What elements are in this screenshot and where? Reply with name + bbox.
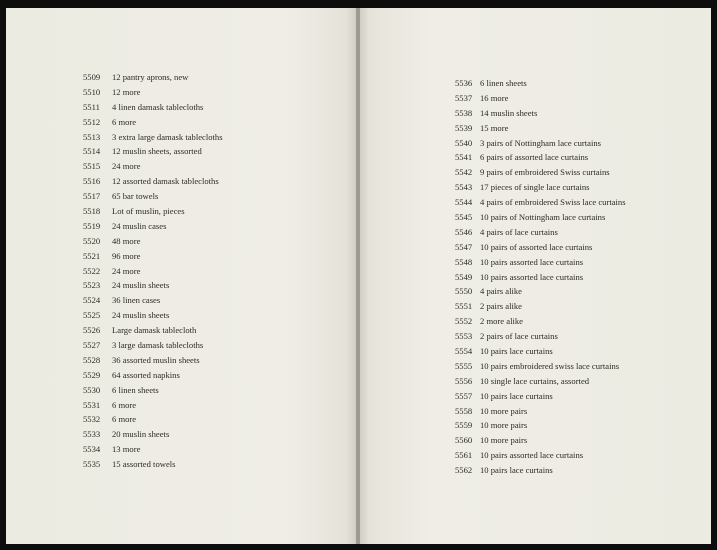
lot-description: 3 extra large damask tablecloths	[112, 131, 223, 142]
lot-description: 24 more	[112, 161, 141, 172]
lot-description: 10 pairs of Nottingham lace curtains	[480, 212, 606, 223]
lot-entry	[83, 264, 223, 279]
lot-number: 5521	[83, 250, 101, 261]
lot-number: 5517	[83, 191, 101, 202]
right-page-list	[455, 76, 626, 478]
lot-number: 5518	[83, 206, 101, 217]
lot-description: 24 muslin sheets	[112, 280, 170, 291]
lot-entry	[455, 150, 626, 165]
lot-description: Large damask tablecloth	[112, 325, 197, 336]
lot-entry	[455, 210, 626, 225]
lot-description: 10 pairs assorted lace curtains	[480, 450, 584, 461]
lot-entry	[455, 91, 626, 106]
lot-description: 10 more pairs	[480, 435, 528, 446]
lot-description: 2 more alike	[480, 316, 523, 327]
lot-description: 6 more	[112, 399, 137, 410]
lot-description: 3 pairs of Nottingham lace curtains	[480, 137, 601, 148]
lot-number: 5541	[455, 152, 473, 163]
lot-description: 12 more	[112, 86, 141, 97]
lot-number: 5526	[83, 325, 101, 336]
lot-description: 36 linen cases	[112, 295, 161, 306]
lot-entry	[455, 344, 626, 359]
lot-entry	[455, 180, 626, 195]
lot-number: 5520	[83, 235, 101, 246]
lot-description: 10 pairs assorted lace curtains	[480, 271, 584, 282]
lot-description: 10 single lace curtains, assorted	[480, 375, 590, 386]
lot-number: 5561	[455, 450, 473, 461]
lot-description: 24 muslin cases	[112, 220, 167, 231]
lot-number: 5558	[455, 405, 473, 416]
lot-entry	[455, 225, 626, 240]
lot-number: 5545	[455, 212, 473, 223]
lot-number: 5539	[455, 122, 473, 133]
lot-description: 10 pairs lace curtains	[480, 465, 553, 476]
lot-description: 6 linen sheets	[112, 384, 159, 395]
lot-number: 5562	[455, 465, 473, 476]
lot-number: 5529	[83, 369, 101, 380]
lot-entry	[455, 404, 626, 419]
lot-number: 5533	[83, 429, 101, 440]
lot-entry	[83, 130, 223, 145]
lot-number: 5538	[455, 107, 473, 118]
lot-entry	[455, 299, 626, 314]
lot-description: 9 pairs of embroidered Swiss curtains	[480, 167, 610, 178]
lot-description: 6 more	[112, 414, 137, 425]
lot-entry	[83, 412, 223, 427]
lot-number: 5514	[83, 146, 101, 157]
lot-description: 48 more	[112, 235, 141, 246]
lot-number: 5525	[83, 310, 101, 321]
lot-entry	[83, 427, 223, 442]
lot-entry	[455, 329, 626, 344]
lot-entry	[455, 270, 626, 285]
lot-entry	[83, 159, 223, 174]
lot-entry	[83, 323, 223, 338]
lot-number: 5542	[455, 167, 473, 178]
lot-number: 5547	[455, 241, 473, 252]
lot-description: 3 large damask tablecloths	[112, 340, 204, 351]
lot-description: 96 more	[112, 250, 141, 261]
lot-entry	[455, 240, 626, 255]
lot-description: 10 pairs lace curtains	[480, 346, 553, 357]
lot-entry	[455, 255, 626, 270]
lot-number: 5546	[455, 226, 473, 237]
lot-number: 5540	[455, 137, 473, 148]
lot-entry	[455, 374, 626, 389]
lot-entry	[83, 115, 223, 130]
lot-number: 5527	[83, 340, 101, 351]
lot-entry	[83, 368, 223, 383]
lot-number: 5544	[455, 197, 473, 208]
lot-number: 5553	[455, 331, 473, 342]
lot-number: 5532	[83, 414, 101, 425]
lot-number: 5550	[455, 286, 473, 297]
lot-description: 15 assorted towels	[112, 459, 176, 470]
lot-number: 5551	[455, 301, 473, 312]
lot-description: 6 pairs of assorted lace curtains	[480, 152, 589, 163]
lot-entry	[83, 249, 223, 264]
lot-entry	[83, 353, 223, 368]
lot-number: 5549	[455, 271, 473, 282]
lot-description: 13 more	[112, 444, 141, 455]
lot-description: 24 muslin sheets	[112, 310, 170, 321]
lot-entry	[455, 389, 626, 404]
lot-description: 36 assorted muslin sheets	[112, 354, 200, 365]
lot-entry	[455, 76, 626, 91]
lot-entry	[455, 121, 626, 136]
lot-number: 5528	[83, 354, 101, 365]
lot-entry	[83, 100, 223, 115]
lot-entry	[455, 433, 626, 448]
lot-entry	[455, 195, 626, 210]
lot-entry	[83, 189, 223, 204]
lot-description: 16 more	[480, 92, 509, 103]
lot-entry	[455, 165, 626, 180]
lot-description: 12 assorted damask tablecloths	[112, 176, 219, 187]
lot-number: 5510	[83, 86, 101, 97]
lot-description: 10 pairs assorted lace curtains	[480, 256, 584, 267]
lot-entry	[455, 448, 626, 463]
lot-description: 24 more	[112, 265, 141, 276]
lot-description: 65 bar towels	[112, 191, 159, 202]
lot-number: 5522	[83, 265, 101, 276]
lot-description: 4 linen damask tablecloths	[112, 101, 204, 112]
lot-entry	[83, 383, 223, 398]
lot-entry	[455, 284, 626, 299]
lot-entry	[83, 204, 223, 219]
lot-description: 6 linen sheets	[480, 78, 527, 88]
lot-number: 5524	[83, 295, 101, 306]
left-page-list	[83, 70, 223, 472]
lot-description: 2 pairs alike	[480, 301, 522, 312]
lot-number: 5513	[83, 131, 101, 142]
lot-number: 5559	[455, 420, 473, 431]
lot-number: 5515	[83, 161, 101, 172]
lot-description: 2 pairs of lace curtains	[480, 331, 558, 342]
lot-description: 64 assorted napkins	[112, 369, 180, 380]
lot-description: 12 muslin sheets, assorted	[112, 146, 202, 157]
lot-entry	[83, 144, 223, 159]
lot-number: 5512	[83, 116, 101, 127]
lot-description: 10 pairs of assorted lace curtains	[480, 241, 593, 252]
lot-description: 10 more pairs	[480, 405, 528, 416]
lot-description: 4 pairs alike	[480, 286, 522, 297]
lot-entry	[83, 442, 223, 457]
lot-description: 6 more	[112, 116, 137, 127]
lot-entry	[455, 418, 626, 433]
lot-number: 5531	[83, 399, 101, 410]
lot-number: 5534	[83, 444, 101, 455]
lot-number: 5523	[83, 280, 101, 291]
lot-number: 5516	[83, 176, 101, 187]
lot-description: 10 more pairs	[480, 420, 528, 431]
lot-number: 5535	[83, 459, 101, 470]
lot-number: 5560	[455, 435, 473, 446]
lot-number: 5548	[455, 256, 473, 267]
lot-number: 5555	[455, 360, 473, 371]
lot-description: Lot of muslin, pieces	[112, 206, 185, 217]
lot-description: 10 pairs lace curtains	[480, 390, 553, 401]
lot-description: 17 pieces of single lace curtains	[480, 182, 590, 193]
book-gutter	[356, 8, 360, 544]
lot-description: 14 muslin sheets	[480, 107, 538, 118]
lot-number: 5557	[455, 390, 473, 401]
lot-entry	[83, 219, 223, 234]
lot-entry	[83, 293, 223, 308]
lot-number: 5519	[83, 220, 101, 231]
lot-entry	[83, 70, 223, 85]
lot-number: 5536	[455, 78, 473, 88]
lot-description: 20 muslin sheets	[112, 429, 170, 440]
lot-number: 5556	[455, 375, 473, 386]
lot-entry	[455, 463, 626, 478]
lot-entry	[83, 338, 223, 353]
lot-description: 4 pairs of embroidered Swiss lace curtains	[480, 197, 626, 208]
lot-entry	[83, 398, 223, 413]
lot-number: 5554	[455, 346, 473, 357]
lot-description: 10 pairs embroidered swiss lace curtains	[480, 360, 620, 371]
lot-number: 5509	[83, 72, 101, 82]
lot-entry	[83, 85, 223, 100]
lot-number: 5543	[455, 182, 473, 193]
lot-number: 5530	[83, 384, 101, 395]
lot-entry	[83, 174, 223, 189]
lot-description: 15 more	[480, 122, 509, 133]
lot-entry	[455, 106, 626, 121]
lot-entry	[83, 457, 223, 472]
lot-number: 5511	[83, 101, 100, 112]
lot-entry	[83, 234, 223, 249]
lot-entry	[455, 136, 626, 151]
lot-number: 5537	[455, 92, 473, 103]
lot-description: 12 pantry aprons, new	[112, 72, 189, 82]
lot-entry	[83, 278, 223, 293]
lot-entry	[455, 359, 626, 374]
lot-description: 4 pairs of lace curtains	[480, 226, 558, 237]
lot-number: 5552	[455, 316, 473, 327]
lot-entry	[455, 314, 626, 329]
lot-entry	[83, 308, 223, 323]
